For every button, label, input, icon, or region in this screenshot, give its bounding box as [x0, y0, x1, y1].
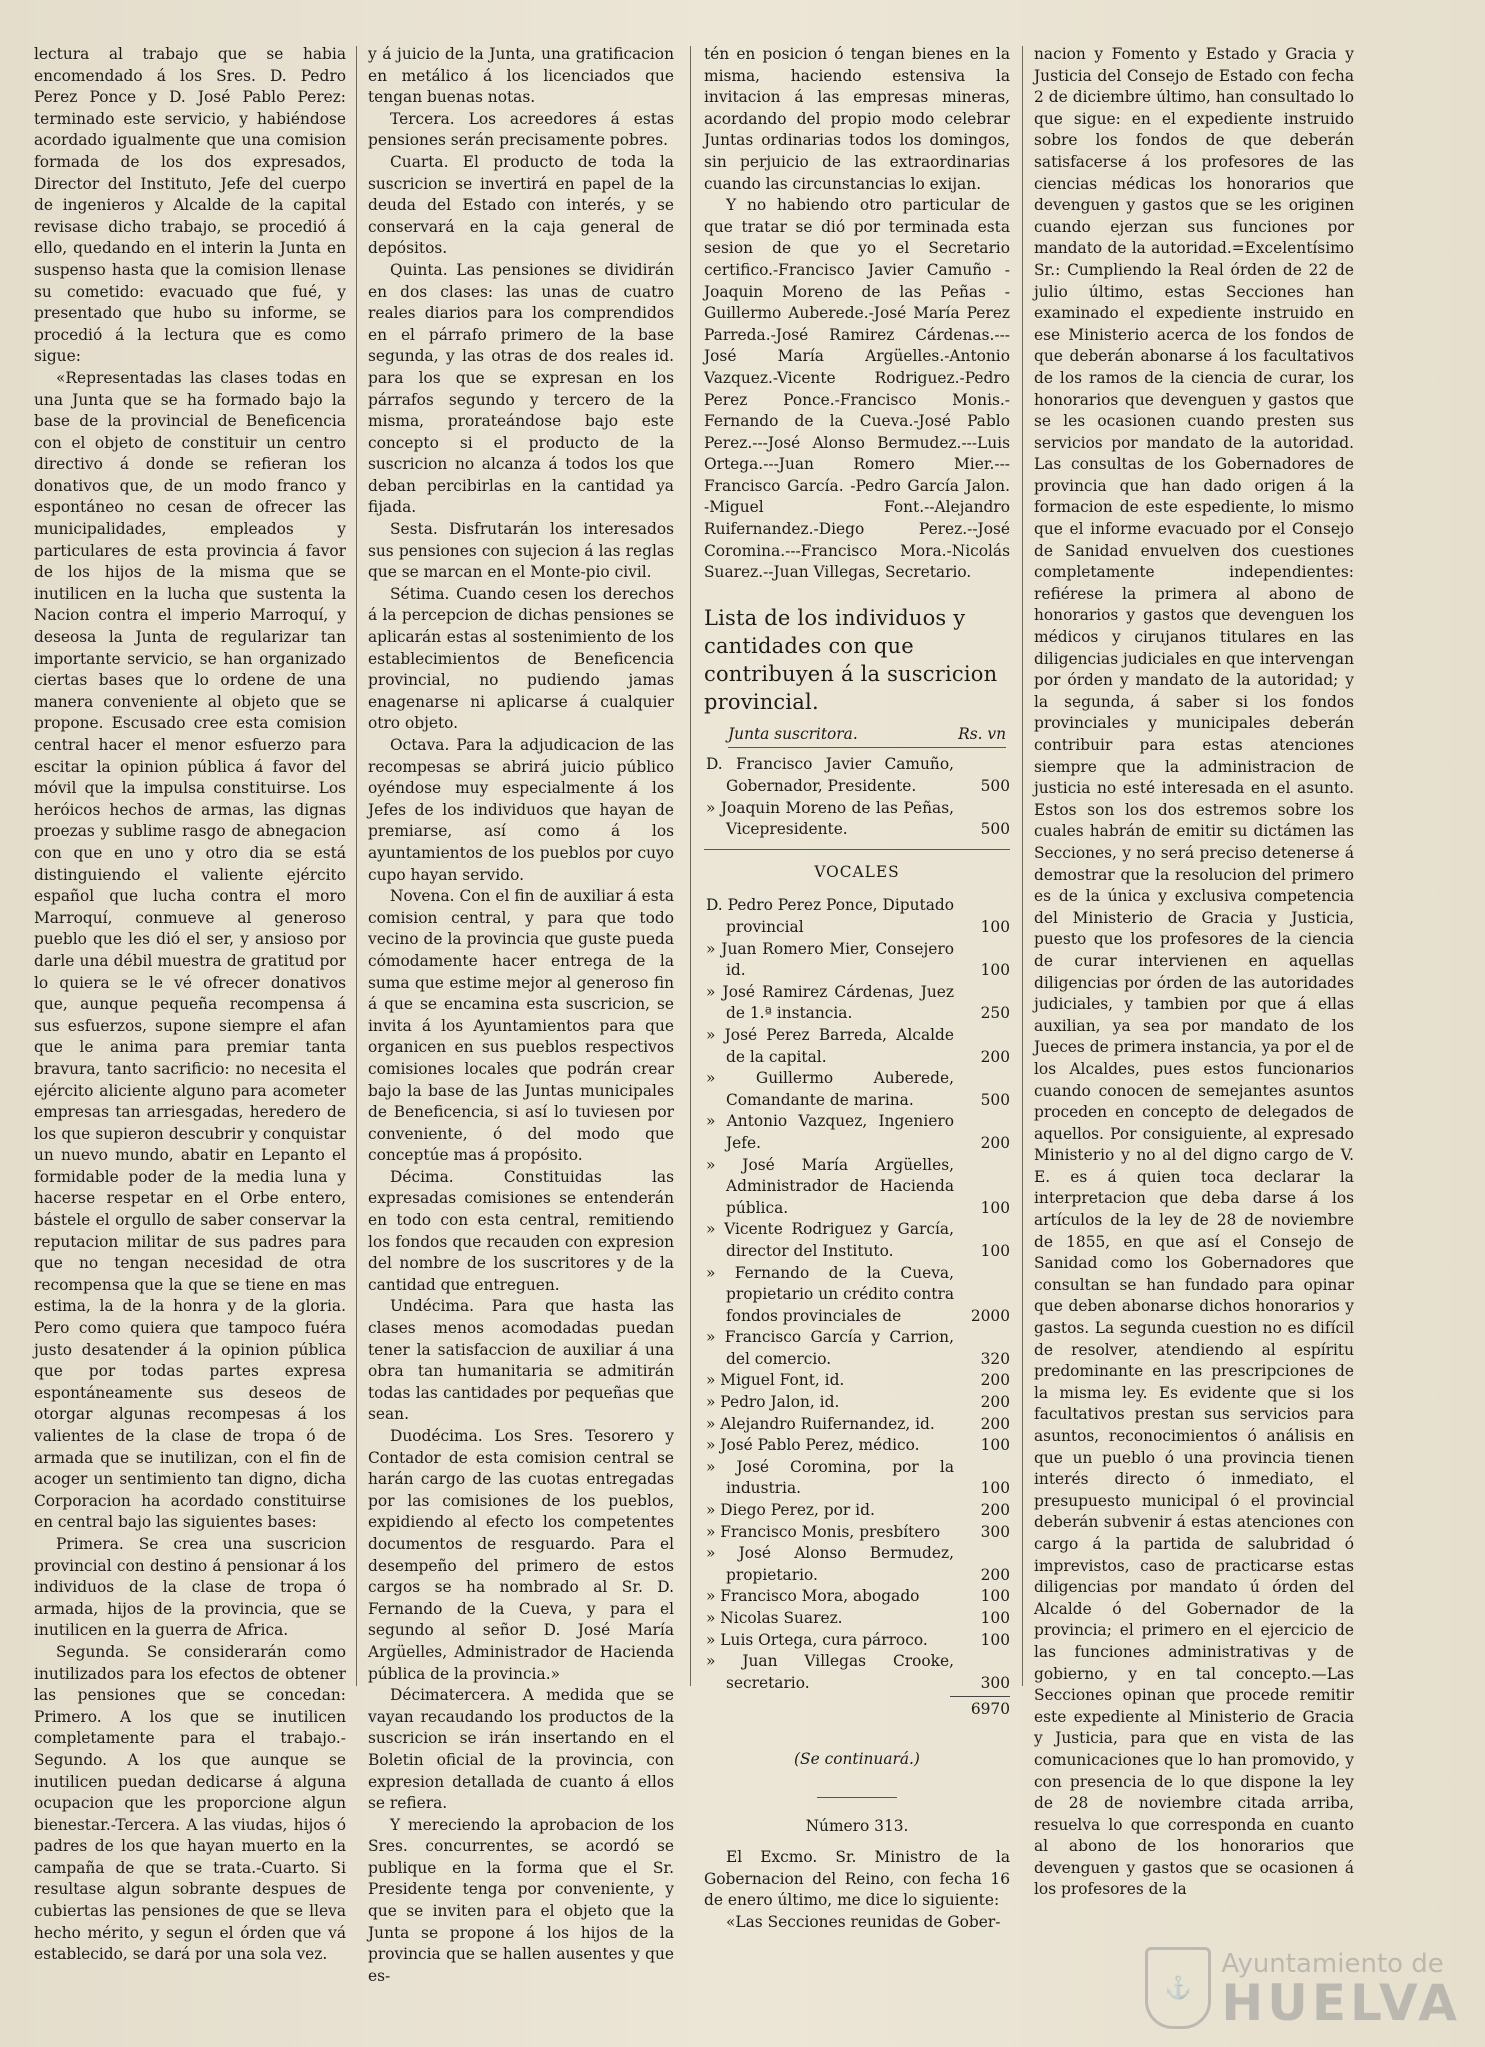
contribution-amount: 200	[980, 1133, 1010, 1152]
contributor-name: » Diego Perez, por id.	[706, 1501, 875, 1520]
contribution-amount: 100	[980, 961, 1010, 980]
contributor-name: » Miguel Font, id.	[706, 1371, 845, 1390]
contributor-name: » Nicolas Suarez.	[706, 1609, 843, 1627]
junta-list	[704, 754, 1010, 840]
contributor-name: » José Ramirez Cárdenas, Juez de 1.ª instancia.	[706, 982, 954, 1023]
contributor-name: » Guillermo Auberede, Comandante de marina.	[706, 1069, 954, 1109]
contribution-amount: 500	[980, 1090, 1010, 1109]
paragraph: Novena. Con el fin de auxiliar á esta comision central, y para que todo vecino de la provincia que guste pueda cómodamente hacer entrega de la suma que estime mejor al generoso fin á que se encamina esta suscricion, se invita á los Ayuntamientos para que organicen en sus pueblos respectivos comisiones locales que podrán crear bajo la base de las Juntas municipales de Beneficencia, si así lo tuviesen por conveniente, ó del modo que conceptúe mas á propósito.	[368, 887, 674, 1165]
contributor-name: » Francisco García y Carrion, del comercio.	[706, 1328, 954, 1368]
paragraph: y á juicio de la Junta, una gratificacion en metálico á los licenciados que tengan buenas notas.	[368, 45, 674, 107]
header-currency: Rs. vn	[958, 724, 1006, 743]
section-number: Número 313.	[805, 1816, 909, 1835]
list-item	[704, 1327, 1010, 1370]
contribution-amount: 100	[980, 1609, 1010, 1627]
list-item	[704, 1263, 1010, 1328]
contribution-amount: 100	[980, 1198, 1010, 1217]
list-item	[704, 1068, 1010, 1111]
divider	[817, 1797, 897, 1798]
watermark	[1145, 1947, 1461, 2032]
list-item	[704, 1219, 1010, 1262]
contribution-amount: 300	[980, 1673, 1010, 1692]
list-item	[704, 1651, 1010, 1694]
paragraph: «Representadas las clases todas en una Junta que se ha formado bajo la base de la provincial de Beneficencia con el objeto de constituir un centro directivo á donde se refieran los donativos que, de un modo franco y espontáneo no cesan de ofrecer las municipalidades, empleados y particulares de esta provincia á favor de los hijos de la misma que se inutilicen en la lucha que sustenta la Nacion contra el imperio Marroquí, y deseosa la Junta de regularizar tan importante servicio, se han organizado ciertas bases que lo ordene de una manera conveniente al objeto que se propone. Escusado cree esta comision central hacer el menor esfuerzo para escitar la opinion pública á favor del móvil que la impulsa constituirse. Los heróicos hechos de armas, las dignas proezas y sublime rasgo de abnegacion con que en uno y otro dia se está distinguiendo el valiente ejército español que lucha contra el moro Marroquí, conmueve al generoso pueblo que les dió el ser, y ansioso por darle una débil muestra de gratitud por lo quiera se le vé ofrecer donativos que, aunque pequeña recompensa á sus esfuerzos, supone siempre el afan que le anima para premiar tanta bravura, tanto sacrificio: no necesita el ejército aliciente alguno para acometer empresas tan arriesgadas, heredero de los que supieron descubrir y conquistar un nuevo mundo, abatir en Lepanto el formidable poder de la media luna y hacerse respetar en el Orbe entero, bástele el orgullo de saber conservar la reputacion militar de sus padres para que no tengan necesidad de otra recompensa que la que se tiene en mas estima, la de la honra y de la gloria. Pero como quiera que tampoco fuéra justo desatender á la opinion pública que por todas partes expresa espontáneamente sus deseos de otorgar algunas recompesas á los valientes de la clase de tropa ó de armada que se inutilizan, con el fin de acoger un sentimiento tan digno, dicha Corporacion ha acordado constituirse en central bajo las siguientes bases:	[34, 368, 346, 1532]
list-item	[704, 895, 1010, 938]
contributor-name: » José María Argüelles, Administrador de Hacienda pública.	[706, 1155, 954, 1217]
contribution-amount: 100	[980, 1479, 1010, 1498]
paragraph: Y no habiendo otro particular de que tratar se dió por terminada esta sesion de que yo el Secretario certifico.-Francisco Javier Camuño -Joaquin Moreno de las Peñas -Guillermo Auberede.-José María Perez Parreda.-José Ramirez Cárdenas.---José María Argüelles.-Antonio Vazquez.-Vicente Rodriguez.-Pedro Perez Ponce.-Francisco Monis.-Fernando de la Cueva.-José Pablo Perez.---José Alonso Bermudez.---Luis Ortega.---Juan Romero Mier.---Francisco García. -Pedro García Jalon. -Miguel Font.--Alejandro Ruifernandez.-Diego Perez.--José Coromina.---Francisco Mora.-Nicolás Suarez.--Juan Villegas, Secretario.	[704, 196, 1010, 582]
watermark-line2: HUELVA	[1221, 1974, 1461, 2032]
contribution-amount: 100	[980, 1241, 1010, 1260]
list-item	[704, 1586, 1010, 1608]
paragraph: Sesta. Disfrutarán los interesados sus pensiones con sujecion á las reglas que se marcan en el Monte-pio civil.	[368, 520, 674, 582]
contributor-name: » Juan Romero Mier, Consejero id.	[706, 939, 954, 980]
contribution-amount: 250	[980, 1004, 1010, 1023]
paragraph: El Excmo. Sr. Ministro de la Gobernacion del Reino, con fecha 16 de enero último, me dice lo siguiente:	[704, 1848, 1010, 1910]
list-item	[704, 1025, 1010, 1068]
paragraph: nacion y Fomento y Estado y Gracia y Justicia del Consejo de Estado con fecha 2 de diciembre último, han consultado lo que sigue: en el expediente instruido sobre los fondos de que deberán satisfacerse á los profesores de las ciencias médicas los honorarios que devenguen y gastos que se les originen cuando ejerzan sus funciones por mandato de la autoridad.=Excelentísimo Sr.: Cumpliendo la Real órden de 22 de julio último, estas Secciones han examinado el expediente instruido en ese Ministerio acerca de los fondos de que deberán abonarse á los facultativos de los ramos de la ciencia de curar, los honorarios que devenguen y gastos que se les ocasionen cuando presten sus servicios por mandato de la autoridad. Las consultas de los Gobernadores de provincia que han dado origen á la formacion de este espediente, lo mismo que el informe evacuado por el Consejo de Sanidad envuelven dos cuestiones completamente independientes: refiérese la primera al abono de honorarios y gastos que devenguen los médicos y cirujanos titulares en las diligencias judiciales en que intervengan por órden y mandato de la autoridad; y la segunda, á saber si los fondos provinciales y municipales deberán contribuir para estas atenciones siempre que la administracion de justicia no esté interesada en el asunto. Estos son los dos estremos sobre los cuales habrán de emitir su dictámen las Secciones, y no será preciso detenerse á demostrar que la resolucion del primero es de la única y exclusiva competencia del Ministerio de Gracia y Justicia, puesto que los profesores de la ciencia de curar intervienen en aquellas diligencias por órden de las autoridades judiciales, y tambien por que á ellas auxilian, ya sea por mandato de los Jueces de primera instancia, ya por el de los Alcaldes, pues estos funcionarios cuando conocen de semejantes asuntos proceden en concepto de delegados de aquellos. Por consiguiente, al expresado Ministerio y no al del digno cargo de V. E. es á quien toca declarar la interpretacion que deba darse á los artículos de la ley de 28 de noviembre de 1855, en que así el Consejo de Sanidad como los Gobernadores que consultan se han fundado para opinar que deben abonarse dichos honorarios y gastos. La segunda cuestion no es difícil de resolver, atendiendo al espíritu predominante en las prescripciones de la misma ley. Es evidente que si los facultativos prestan sus servicios para asuntos, reconocimientos ó análisis en que un pueblo ó una provincia tienen interés directo ó inmediato, el presupuesto municipal ó el provincial deberán subvenir á estas atenciones con cargo á la partida de salubridad ó imprevistos, caso de practicarse estas diligencias por mandato ú órden del Alcalde ó del Gobernador de la provincia; el primero en el ejercicio de las funciones administrativas y de gobierno, y en tal concepto.—Las Secciones opinan que procede remitir este expediente al Ministerio de Gracia y Justicia, para que en vista de las comunicaciones que lo han promovido, y con presencia de lo que dispone la ley de 28 de noviembre citada arriba, resuelva lo que corresponda en cuanto al abono de los honorarios que devenguen y gastos que se ocasionen á los profesores de la	[1034, 45, 1354, 1899]
list-item	[704, 939, 1010, 982]
column-3	[704, 44, 1010, 1934]
paragraph: «Las Secciones reunidas de Gober-	[726, 1912, 1001, 1931]
list-item	[704, 1392, 1010, 1414]
paragraph: Décima. Constituidas las expresadas comisiones se entenderán en todo con esta central, remitiendo los fondos que recauden con expresion del nombre de los suscritores y de la cantidad que entreguen.	[368, 1167, 674, 1294]
contributor-name: » Juan Villegas Crooke, secretario.	[706, 1652, 954, 1692]
vocales-list	[704, 895, 1010, 1694]
paragraph: Sétima. Cuando cesen los derechos á la percepcion de dichas pensiones se aplicarán estas al sostenimiento de los establecimientos de Beneficencia provincial, no pudiendo jamas enagenarse ni aplicarse á cualquier otro objeto.	[368, 584, 674, 733]
column-rule	[1022, 46, 1023, 1686]
contribution-amount: 200	[980, 1047, 1010, 1066]
contributor-name: » Antonio Vazquez, Ingeniero Jefe.	[706, 1112, 954, 1152]
list-header	[728, 724, 1006, 749]
contribution-amount: 100	[980, 918, 1010, 936]
contributor-name: » Francisco Mora, abogado	[706, 1587, 920, 1606]
contributor-name: D. Pedro Perez Ponce, Diputado provincial	[706, 896, 954, 936]
list-item	[704, 1457, 1010, 1500]
column-rule	[690, 46, 691, 1686]
contribution-amount: 500	[980, 777, 1010, 796]
list-item	[704, 1500, 1010, 1522]
contribution-amount: 200	[980, 1414, 1010, 1433]
contributor-name: D. Francisco Javier Camuño, Gobernador, Presidente.	[706, 755, 954, 796]
paragraph: Segunda. Se considerarán como inutilizados para los efectos de obtener las pensiones que se concedan: Primero. A los que se inutilicen completamente para el trabajo.-Segundo. A los que aunque se inutilicen puedan dedicarse á alguna ocupacion que les proporcione algun bienestar.-Tercera. A las viudas, hijos ó padres de los que hayan muerto en la campaña de que se trata.-Cuarto. Si resultase algun sobrante despues de cubiertas las pensiones de que se lleva hecho mérito, y segun el órden que vá establecido, se dará por una sola vez.	[34, 1642, 346, 1964]
header-junta: Junta suscritora.	[728, 724, 858, 743]
continuation-note: (Se continuará.)	[794, 1749, 920, 1768]
contribution-amount: 200	[980, 1501, 1010, 1520]
paragraph: lectura al trabajo que se habia encomendado á los Sres. D. Pedro Perez Ponce y D. José Pablo Perez: terminado este servicio, y habiéndose acordado igualmente que una comision formada de los dos expresados, Director del Instituto, Jefe del cuerpo de ingenieros y Alcalde de la capital revisase dicho trabajo, se procedió á ello, quedando en el interin la Junta en suspenso hasta que la comision llenase su cometido: evacuado que fué, y presentado que hubo su informe, se procedió á la lectura que es como sigue:	[34, 45, 346, 366]
paragraph: Primera. Se crea una suscricion provincial con destino á pensionar á los individuos de la clase de tropa ó armada, hijos de la provincia, que se inutilicen en la guerra de Africa.	[34, 1534, 346, 1640]
contribution-amount: 300	[980, 1522, 1010, 1541]
shield-icon: ⚓	[1145, 1947, 1211, 2029]
list-item	[704, 1155, 1010, 1220]
contributor-name: » Joaquin Moreno de las Peñas, Vicepresidente.	[706, 798, 954, 839]
contribution-amount: 500	[980, 820, 1010, 839]
column-4	[1034, 44, 1354, 1901]
paragraph: Duodécima. Los Sres. Tesorero y Contador de esta comision central se harán cargo de las cuotas entregadas por las comisiones de los pueblos, expidiendo al efecto los competentes documentos de resguardo. Para el desempeño del primero de estos cargos se ha nombrado al Sr. D. Fernando de la Cueva, y para el segundo al señor D. José María Argüelles, Administrador de Hacienda pública de la provincia.»	[368, 1427, 674, 1683]
paragraph: Undécima. Para que hasta las clases menos acomodadas puedan tener la satisfaccion de auxiliar á una obra tan humanitaria se admitirán todas las cantidades por pequeñas que sean.	[368, 1297, 674, 1424]
list-item	[704, 1435, 1010, 1457]
column-2	[368, 44, 674, 1987]
vocales-heading: VOCALES	[814, 862, 900, 881]
contributor-name: » José Alonso Bermudez, propietario.	[706, 1544, 954, 1584]
contribution-amount: 100	[980, 1436, 1010, 1455]
contribution-amount: 2000	[970, 1306, 1010, 1325]
watermark-line1: Ayuntamiento de	[1221, 1949, 1444, 1979]
divider	[704, 849, 1010, 850]
list-item	[704, 1608, 1010, 1630]
list-item	[704, 1370, 1010, 1392]
list-item	[704, 982, 1010, 1025]
total-row	[704, 1696, 1010, 1721]
contributor-name: » Fernando de la Cueva, propietario un crédito contra fondos provinciales de	[706, 1263, 954, 1325]
contributor-name: » José Coromina, por la industria.	[706, 1457, 954, 1498]
contributor-name: » Francisco Monis, presbítero	[706, 1522, 941, 1541]
contributor-name: » Alejandro Ruifernandez, id.	[706, 1414, 935, 1433]
paragraph: Quinta. Las pensiones se dividirán en dos clases: las unas de cuatro reales diarios para los comprendidos en el párrafo primero de la base segunda, y las otras de dos reales id. para los que se expresan en los párrafos segundo y tercero de la misma, prorateándose bajo este concepto si el producto de la suscricion no alcanza á todos los que deban percibirlas en la cantidad ya fijada.	[368, 260, 674, 517]
list-item	[704, 1543, 1010, 1586]
contributor-name: » Pedro Jalon, id.	[706, 1393, 840, 1412]
paragraph: Cuarta. El producto de toda la suscricion se invertirá en papel de la deuda del Estado con interés, y se conservará en la caja general de depósitos.	[368, 152, 674, 258]
contributor-name: » José Pablo Perez, médico.	[706, 1436, 920, 1455]
contributor-name: » Luis Ortega, cura párroco.	[706, 1630, 928, 1649]
contributor-name: » José Perez Barreda, Alcalde de la capital.	[706, 1025, 954, 1066]
contributor-name: » Vicente Rodriguez y García, director del Instituto.	[706, 1220, 954, 1260]
list-item	[704, 1111, 1010, 1154]
contribution-amount: 200	[980, 1393, 1010, 1412]
contribution-amount: 100	[980, 1587, 1010, 1606]
list-item	[704, 798, 1010, 841]
paragraph: Décimatercera. A medida que se vayan recaudando los productos de la suscricion se irán insertando en el Boletin oficial de la provincia, con expresion detallada de cuanto á ellos se refiera.	[368, 1686, 674, 1813]
column-rule	[356, 46, 357, 1686]
list-title: Lista de los individuos y cantidades con que contribuyen á la suscricion provincial.	[704, 605, 998, 714]
contribution-amount: 100	[980, 1630, 1010, 1649]
list-item	[704, 1414, 1010, 1436]
list-item	[704, 1630, 1010, 1652]
contribution-amount: 320	[980, 1349, 1010, 1368]
paragraph: Y mereciendo la aprobacion de los Sres. concurrentes, se acordó se publique en la forma que el Sr. Presidente tenga por conveniente, y que se inviten para el objeto que la Junta se propone á los hijos de la provincia que se hallen ausentes y que es-	[368, 1815, 674, 1985]
contribution-amount: 200	[980, 1565, 1010, 1584]
paragraph: tén en posicion ó tengan bienes en la misma, haciendo estensiva la invitacion á las empresas mineras, acordando del propio modo celebrar Juntas ordinarias todos los domingos, sin perjuicio de las extraordinarias cuando las circunstancias lo exijan.	[704, 45, 1010, 193]
column-1	[34, 44, 346, 1966]
watermark-text	[1221, 1949, 1461, 2032]
paragraph: Tercera. Los acreedores á estas pensiones serán precisamente pobres.	[368, 109, 674, 150]
list-item	[704, 1522, 1010, 1544]
list-item	[704, 754, 1010, 797]
total-amount: 6970	[950, 1696, 1010, 1721]
contribution-amount: 200	[980, 1371, 1010, 1390]
paragraph: Octava. Para la adjudicacion de las recompesas se abrirá juicio público oyéndose muy especialmente á los Jefes de los individuos que hayan de premiarse, así como á los ayuntamientos de los pueblos por cuyo cupo hayan servido.	[368, 736, 674, 884]
